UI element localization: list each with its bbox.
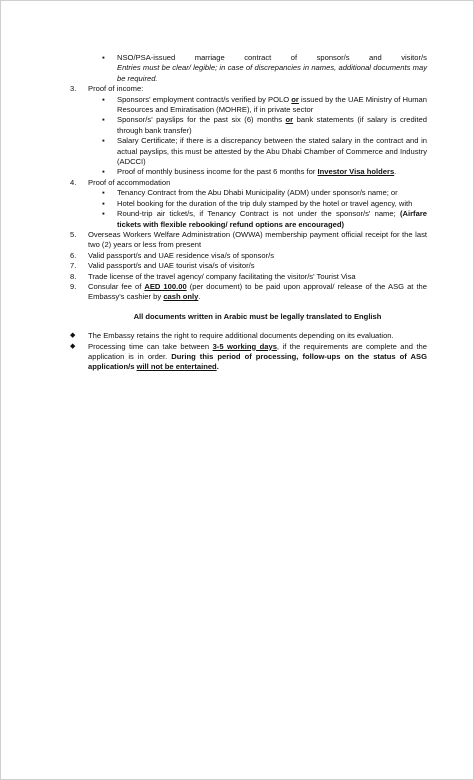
- item-number: 4.: [70, 177, 77, 187]
- item-proof-of-income: [67, 84, 427, 94]
- diamond-bullet-icon: ◆: [70, 332, 76, 340]
- not-entertained: will not be entertained: [136, 362, 217, 372]
- fee-amount: AED 100.00: [144, 281, 187, 291]
- text: , if the requirements are complete and the application is in order.: [88, 341, 427, 361]
- square-bullet-icon: ▪: [102, 115, 105, 125]
- text: .: [394, 167, 397, 177]
- investor-visa-holders: Investor Visa holders: [317, 167, 395, 177]
- text: Consular fee of: [88, 281, 145, 291]
- word: contract: [244, 53, 272, 62]
- text: Sponsors' employment contract/s verified by POLO: [117, 94, 292, 104]
- working-days: 3-5 working days: [212, 341, 277, 351]
- income-bullet-business: [67, 167, 427, 177]
- square-bullet-icon: ▪: [102, 94, 105, 104]
- accommodation-bullet-hotel: [67, 199, 427, 209]
- text: Trade license of the travel agency/ company facilitating the visitor/s' Tourist Visa: [88, 271, 356, 281]
- spacer: [67, 303, 427, 312]
- spacer: [67, 322, 427, 331]
- requirements-list: [67, 53, 427, 373]
- income-bullet-contract: [67, 95, 427, 116]
- item-number: 6.: [70, 250, 77, 260]
- item-consular-fee: [67, 282, 427, 303]
- item-number: 5.: [70, 229, 77, 239]
- word: NSO/PSA-issued: [117, 53, 176, 62]
- cash-only: cash only: [163, 292, 199, 302]
- square-bullet-icon: ▪: [102, 136, 105, 146]
- square-bullet-icon: ▪: [102, 198, 105, 208]
- income-bullet-salary-certificate: [67, 136, 427, 167]
- item-sponsor-passport: [67, 251, 427, 261]
- text: issued by the UAE Ministry of Human Resources and Emiratisation (MOHRE), if in private sector: [117, 94, 427, 115]
- word: and: [369, 53, 382, 62]
- item-trade-license: [67, 272, 427, 282]
- text: Salary Certificate; if there is a discrepancy between the stated salary in the contract and in actual payslips, this must be attested by the Abu Dhabi Chamber of Commerce and Industry (ADCCI): [117, 136, 427, 167]
- text: Sponsor/s' payslips for the past six (6) months: [117, 115, 286, 125]
- word: marriage: [194, 53, 225, 62]
- income-bullet-payslips: [67, 115, 427, 136]
- text: The Embassy retains the right to require additional documents depending on its evaluation.: [88, 331, 394, 341]
- arabic-translation-note: All documents written in Arabic must be legally translated to English: [133, 311, 382, 321]
- airfare-note: (Airfare tickets with flexible rebooking/ refund options are encouraged): [117, 209, 427, 229]
- item-title: Proof of income:: [88, 84, 144, 94]
- square-bullet-icon: ▪: [102, 209, 105, 219]
- item-title: Proof of accommodation: [88, 177, 171, 187]
- word: visitor/s: [401, 53, 427, 62]
- marriage-contract-line: [117, 53, 427, 63]
- note-processing-time: [67, 342, 427, 373]
- emphasis-or: or: [285, 115, 294, 125]
- item-number: 8.: [70, 271, 77, 281]
- text: Valid passport/s and UAE residence visa/s of sponsor/s: [88, 250, 274, 260]
- text: Processing time can take between: [88, 341, 213, 351]
- text: Tenancy Contract from the Abu Dhabi Municipality (ADM) under sponsor/s name; or: [117, 188, 398, 198]
- square-bullet-icon: ▪: [102, 188, 105, 198]
- item-number: 3.: [70, 84, 77, 94]
- note-additional-documents: [67, 331, 427, 341]
- accommodation-bullet-air-ticket: [67, 209, 427, 230]
- text: (per document) to be paid upon approval/ release of the ASG at the Embassy's cashier by: [88, 281, 427, 302]
- text: .: [198, 292, 201, 302]
- accommodation-bullet-tenancy: [67, 188, 427, 198]
- follow-up-warning: During this period of processing, follow-ups on the status of ASG application/s: [88, 351, 427, 372]
- square-bullet-icon: ▪: [102, 167, 105, 177]
- item-number: 9.: [70, 281, 77, 291]
- text: Proof of monthly business income for the past 6 months for: [117, 167, 318, 177]
- text: Valid passport/s and UAE tourist visa/s of visitor/s: [88, 261, 255, 271]
- word: sponsor/s: [316, 53, 350, 62]
- text: bank statements (if salary is credited through bank transfer): [117, 115, 427, 135]
- text: Overseas Workers Welfare Administration (OWWA) membership payment official receipt for the last two (2) years or less from present: [88, 229, 427, 250]
- diamond-bullet-icon: ◆: [70, 342, 76, 350]
- emphasis-or: or: [291, 94, 299, 104]
- item-number: 7.: [70, 261, 77, 271]
- text: Hotel booking for the duration of the trip duly stamped by the hotel or travel agency, with: [117, 198, 413, 208]
- item-visitor-passport: [67, 261, 427, 271]
- item-proof-of-accommodation: [67, 178, 427, 188]
- square-bullet-icon: ▪: [102, 53, 105, 62]
- item-owwa-receipt: [67, 230, 427, 251]
- word: of: [290, 53, 298, 62]
- text: .: [216, 362, 219, 372]
- marriage-contract-note: Entries must be clear/ legible; in case of discrepancies in names, additional documents may be required.: [117, 63, 427, 83]
- marriage-contract-bullet: [67, 53, 427, 84]
- text: Round-trip air ticket/s, if Tenancy Contract is not under the sponsor/s' name;: [117, 209, 400, 219]
